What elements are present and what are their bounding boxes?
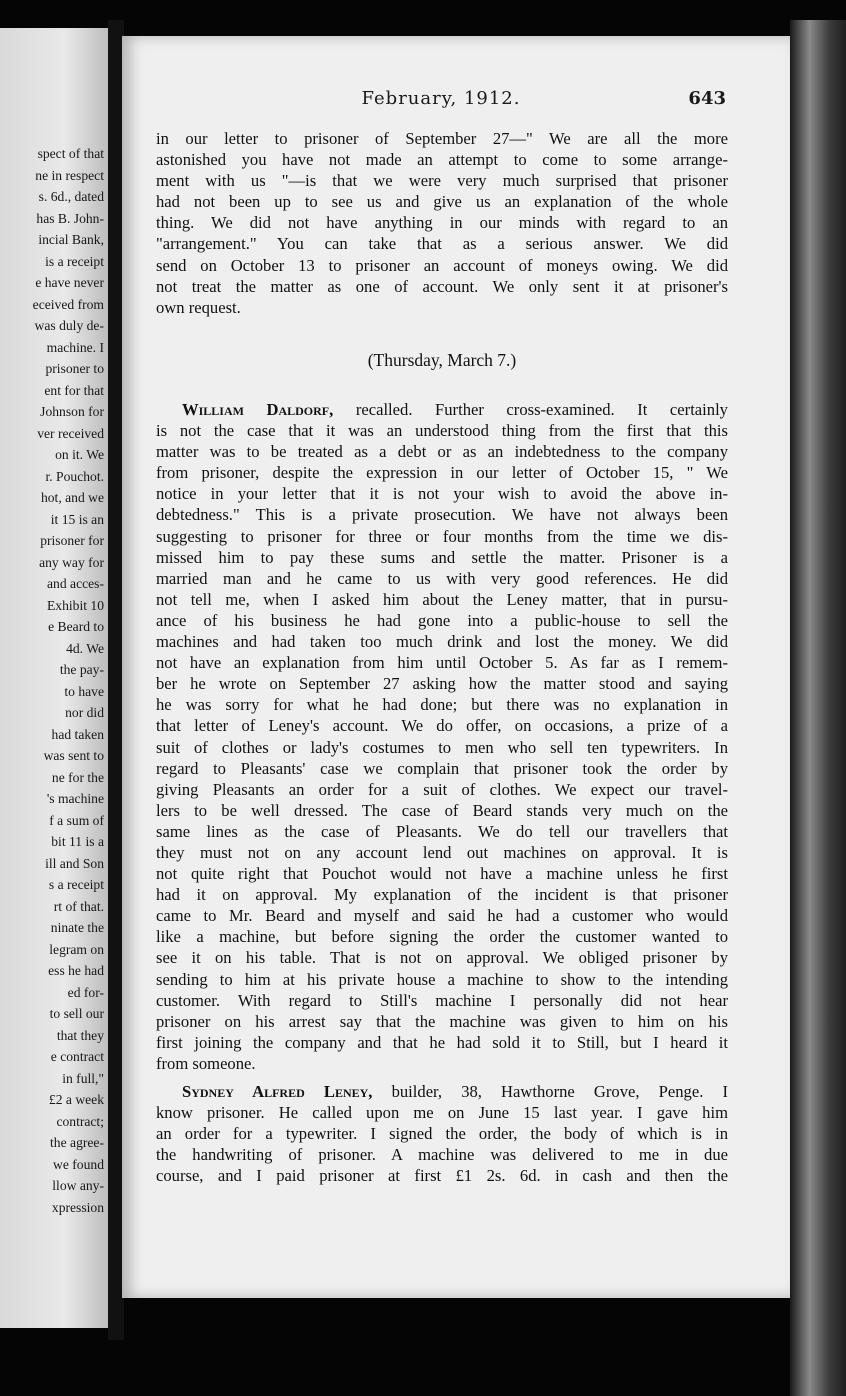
text-line: he was sorry for what he had done; but there was no explanation in: [156, 695, 728, 715]
margin-fragment: s a receipt: [48, 877, 104, 892]
margin-fragment: the pay-: [59, 662, 104, 677]
margin-fragment: that they: [56, 1027, 104, 1043]
margin-fragment: e contract: [50, 1049, 104, 1064]
margin-fragment: ess he had: [48, 963, 104, 978]
margin-fragment: to have: [64, 683, 104, 699]
text-line: married man and he came to us with very good references. He did: [156, 568, 728, 588]
text-line: astonished you have not made an attempt to come to some arrange-: [156, 150, 728, 170]
margin-fragment: rt of that.: [53, 898, 104, 914]
margin-fragment: in full,": [62, 1070, 104, 1086]
text-line: not treat the matter as one of account. We only sent it at prisoner's: [156, 276, 728, 296]
text-line: is not the case that it was an understood thing from the first that this: [156, 421, 728, 441]
margin-fragment: prisoner for: [40, 533, 104, 548]
text-line: had not been up to see us and give us an explanation of the whole: [156, 192, 728, 212]
margin-fragment: and acces-: [47, 576, 104, 591]
text-line: notice in your letter that it is not your wish to avoid the above in-: [156, 484, 728, 504]
margin-fragment: eceived from: [32, 296, 104, 312]
paragraph-daldorf-testimony: [156, 399, 728, 1074]
text-line: ber he wrote on September 27 asking how the matter stood and saying: [156, 674, 728, 694]
text-line: from someone.: [156, 1053, 256, 1073]
text-line: same lines as the case of Pleasants. We do tell our travellers that: [156, 821, 728, 841]
margin-fragment: ne for the: [51, 769, 104, 785]
margin-fragment: incial Bank,: [38, 232, 104, 247]
margin-fragment: e Beard to: [48, 619, 104, 634]
margin-fragment: ent for that: [44, 382, 104, 398]
text-line: debtedness." This is a private prosecution. We have not always been: [156, 505, 728, 525]
margin-fragment: ed for-: [67, 984, 104, 1000]
witness-name: Sydney Alfred Leney,: [182, 1082, 373, 1101]
text-line: like a machine, but before signing the order the customer wanted to: [156, 927, 728, 947]
text-line: own request.: [156, 297, 241, 317]
page-number: 643: [688, 88, 726, 109]
margin-fragment: £2 a week: [48, 1092, 104, 1107]
text-line: matter was to be treated as a debt or as an indebtedness to the company: [156, 442, 728, 462]
margin-fragment: contract;: [56, 1113, 104, 1129]
margin-fragment: was sent to: [43, 748, 104, 763]
text-line: they must not on any account lend out machines on approval. It is: [156, 842, 728, 862]
margin-fragment: 4d. We: [66, 640, 104, 656]
text-line: course, and I paid prisoner at first £1 2s. 6d. in cash and then the: [156, 1166, 728, 1186]
text-line-remainder: recalled. Further cross-examined. It certainly: [333, 400, 728, 419]
left-page-cropped-text: [0, 143, 104, 1218]
margin-fragment: f a sum of: [49, 812, 104, 828]
margin-fragment: we found: [53, 1156, 104, 1172]
margin-fragment: machine. I: [46, 339, 104, 355]
paragraph-leney-testimony: [156, 1081, 728, 1186]
margin-fragment: is a receipt: [45, 253, 104, 269]
text-line: came to Mr. Beard and myself and said he had a customer who would: [156, 906, 728, 926]
margin-fragment: hot, and we: [40, 490, 104, 505]
margin-fragment: prisoner to: [45, 361, 104, 376]
text-line: first joining the company and that he had sold it to Still, but I heard it: [156, 1032, 728, 1052]
margin-fragment: spect of that: [37, 146, 104, 161]
margin-fragment: any way for: [39, 554, 104, 570]
margin-fragment: was duly de-: [34, 318, 104, 333]
text-line: send on October 13 to prisoner an account of moneys owing. We did: [156, 255, 728, 275]
page-header: [156, 88, 726, 116]
text-line: ment with us "—is that we were very much surprised that prisoner: [156, 171, 728, 191]
witness-name: William Daldorf,: [182, 400, 334, 419]
text-line: not tell me, when I asked him about the Leney matter, that in pursu-: [156, 589, 728, 609]
margin-fragment: nor did: [65, 705, 104, 720]
text-line-remainder: builder, 38, Hawthorne Grove, Penge. I: [372, 1082, 728, 1101]
margin-fragment: Johnson for: [40, 404, 104, 419]
margin-fragment: e have never: [35, 275, 104, 290]
margin-fragment: bit 11 is a: [51, 834, 104, 849]
margin-fragment: ill and Son: [45, 855, 104, 871]
text-line: machines and had taken too much drink and lost the money. We did: [156, 632, 728, 652]
date-subheading: (Thursday, March 7.): [367, 350, 517, 370]
paragraph-testimony-continued: [156, 128, 728, 318]
margin-fragment: it 15 is an: [50, 511, 104, 527]
text-line: ance of his business he had gone into a public-house to sell the: [156, 610, 728, 630]
text-line: "arrangement." You can take that as a serious answer. We did: [156, 234, 728, 254]
margin-fragment: has B. John-: [36, 210, 104, 226]
margin-fragment: the agree-: [50, 1135, 104, 1150]
text-line: [156, 399, 728, 420]
text-line: suggesting to prisoner for three or four months from the time we dis-: [156, 526, 728, 546]
margin-fragment: Exhibit 10: [46, 597, 104, 613]
text-line: missed him to pay these sums and settle the matter. Prisoner is a: [156, 547, 728, 567]
page-edge-stack: [790, 20, 846, 1396]
text-line: sending to him at his private house a machine to show to the intending: [156, 969, 728, 989]
margin-fragment: xpression: [51, 1199, 104, 1215]
margin-fragment: had taken: [51, 726, 104, 742]
text-line: thing. We did not have anything in our minds with regard to an: [156, 213, 728, 233]
margin-fragment: ninate the: [50, 920, 104, 935]
text-line: that letter of Leney's account. We do offer, on occasions, a prize of a: [156, 716, 728, 736]
margin-fragment: legram on: [49, 941, 104, 957]
margin-fragment: llow any-: [52, 1178, 104, 1193]
text-line: suit of clothes or lady's costumes to men who sell ten typewriters. In: [156, 737, 728, 757]
margin-fragment: to sell our: [49, 1006, 104, 1021]
margin-fragment: ne in respect: [35, 167, 104, 183]
text-line: lers to be well dressed. The case of Beard stands very much on the: [156, 800, 728, 820]
text-line: prisoner on his arrest say that the machine was given to him on his: [156, 1011, 728, 1031]
running-title: February, 1912.: [361, 88, 521, 109]
margin-fragment: on it. We: [55, 447, 104, 462]
text-line: not have an explanation from him until October 5. As far as I remem-: [156, 653, 728, 673]
margin-fragment: 's machine: [46, 791, 104, 806]
text-line: regard to Pleasants' case we complain that prisoner took the order by: [156, 758, 728, 778]
text-line: giving Pleasants an order for a suit of clothes. We expect our travel-: [156, 779, 728, 799]
margin-fragment: s. 6d., dated: [38, 189, 104, 204]
margin-fragment: r. Pouchot.: [45, 468, 104, 484]
text-line: [156, 1081, 728, 1102]
text-line: customer. With regard to Still's machine I personally did not hear: [156, 990, 728, 1010]
text-line: see it on his table. That is not on approval. We obliged prisoner by: [156, 948, 728, 968]
text-line: know prisoner. He called upon me on June 15 last year. I gave him: [156, 1103, 728, 1123]
text-line: had it on approval. My explanation of the incident is that prisoner: [156, 885, 728, 905]
text-line: an order for a typewriter. I signed the order, the body of which is in: [156, 1124, 728, 1144]
text-line: in our letter to prisoner of September 27—" We are all the more: [156, 129, 728, 148]
text-line: the handwriting of prisoner. A machine was delivered to me in due: [156, 1145, 728, 1165]
text-line: from prisoner, despite the expression in our letter of October 15, " We: [156, 463, 728, 483]
text-line: not quite right that Pouchot would not have a machine unless he first: [156, 864, 728, 884]
margin-fragment: ver received: [37, 425, 104, 441]
